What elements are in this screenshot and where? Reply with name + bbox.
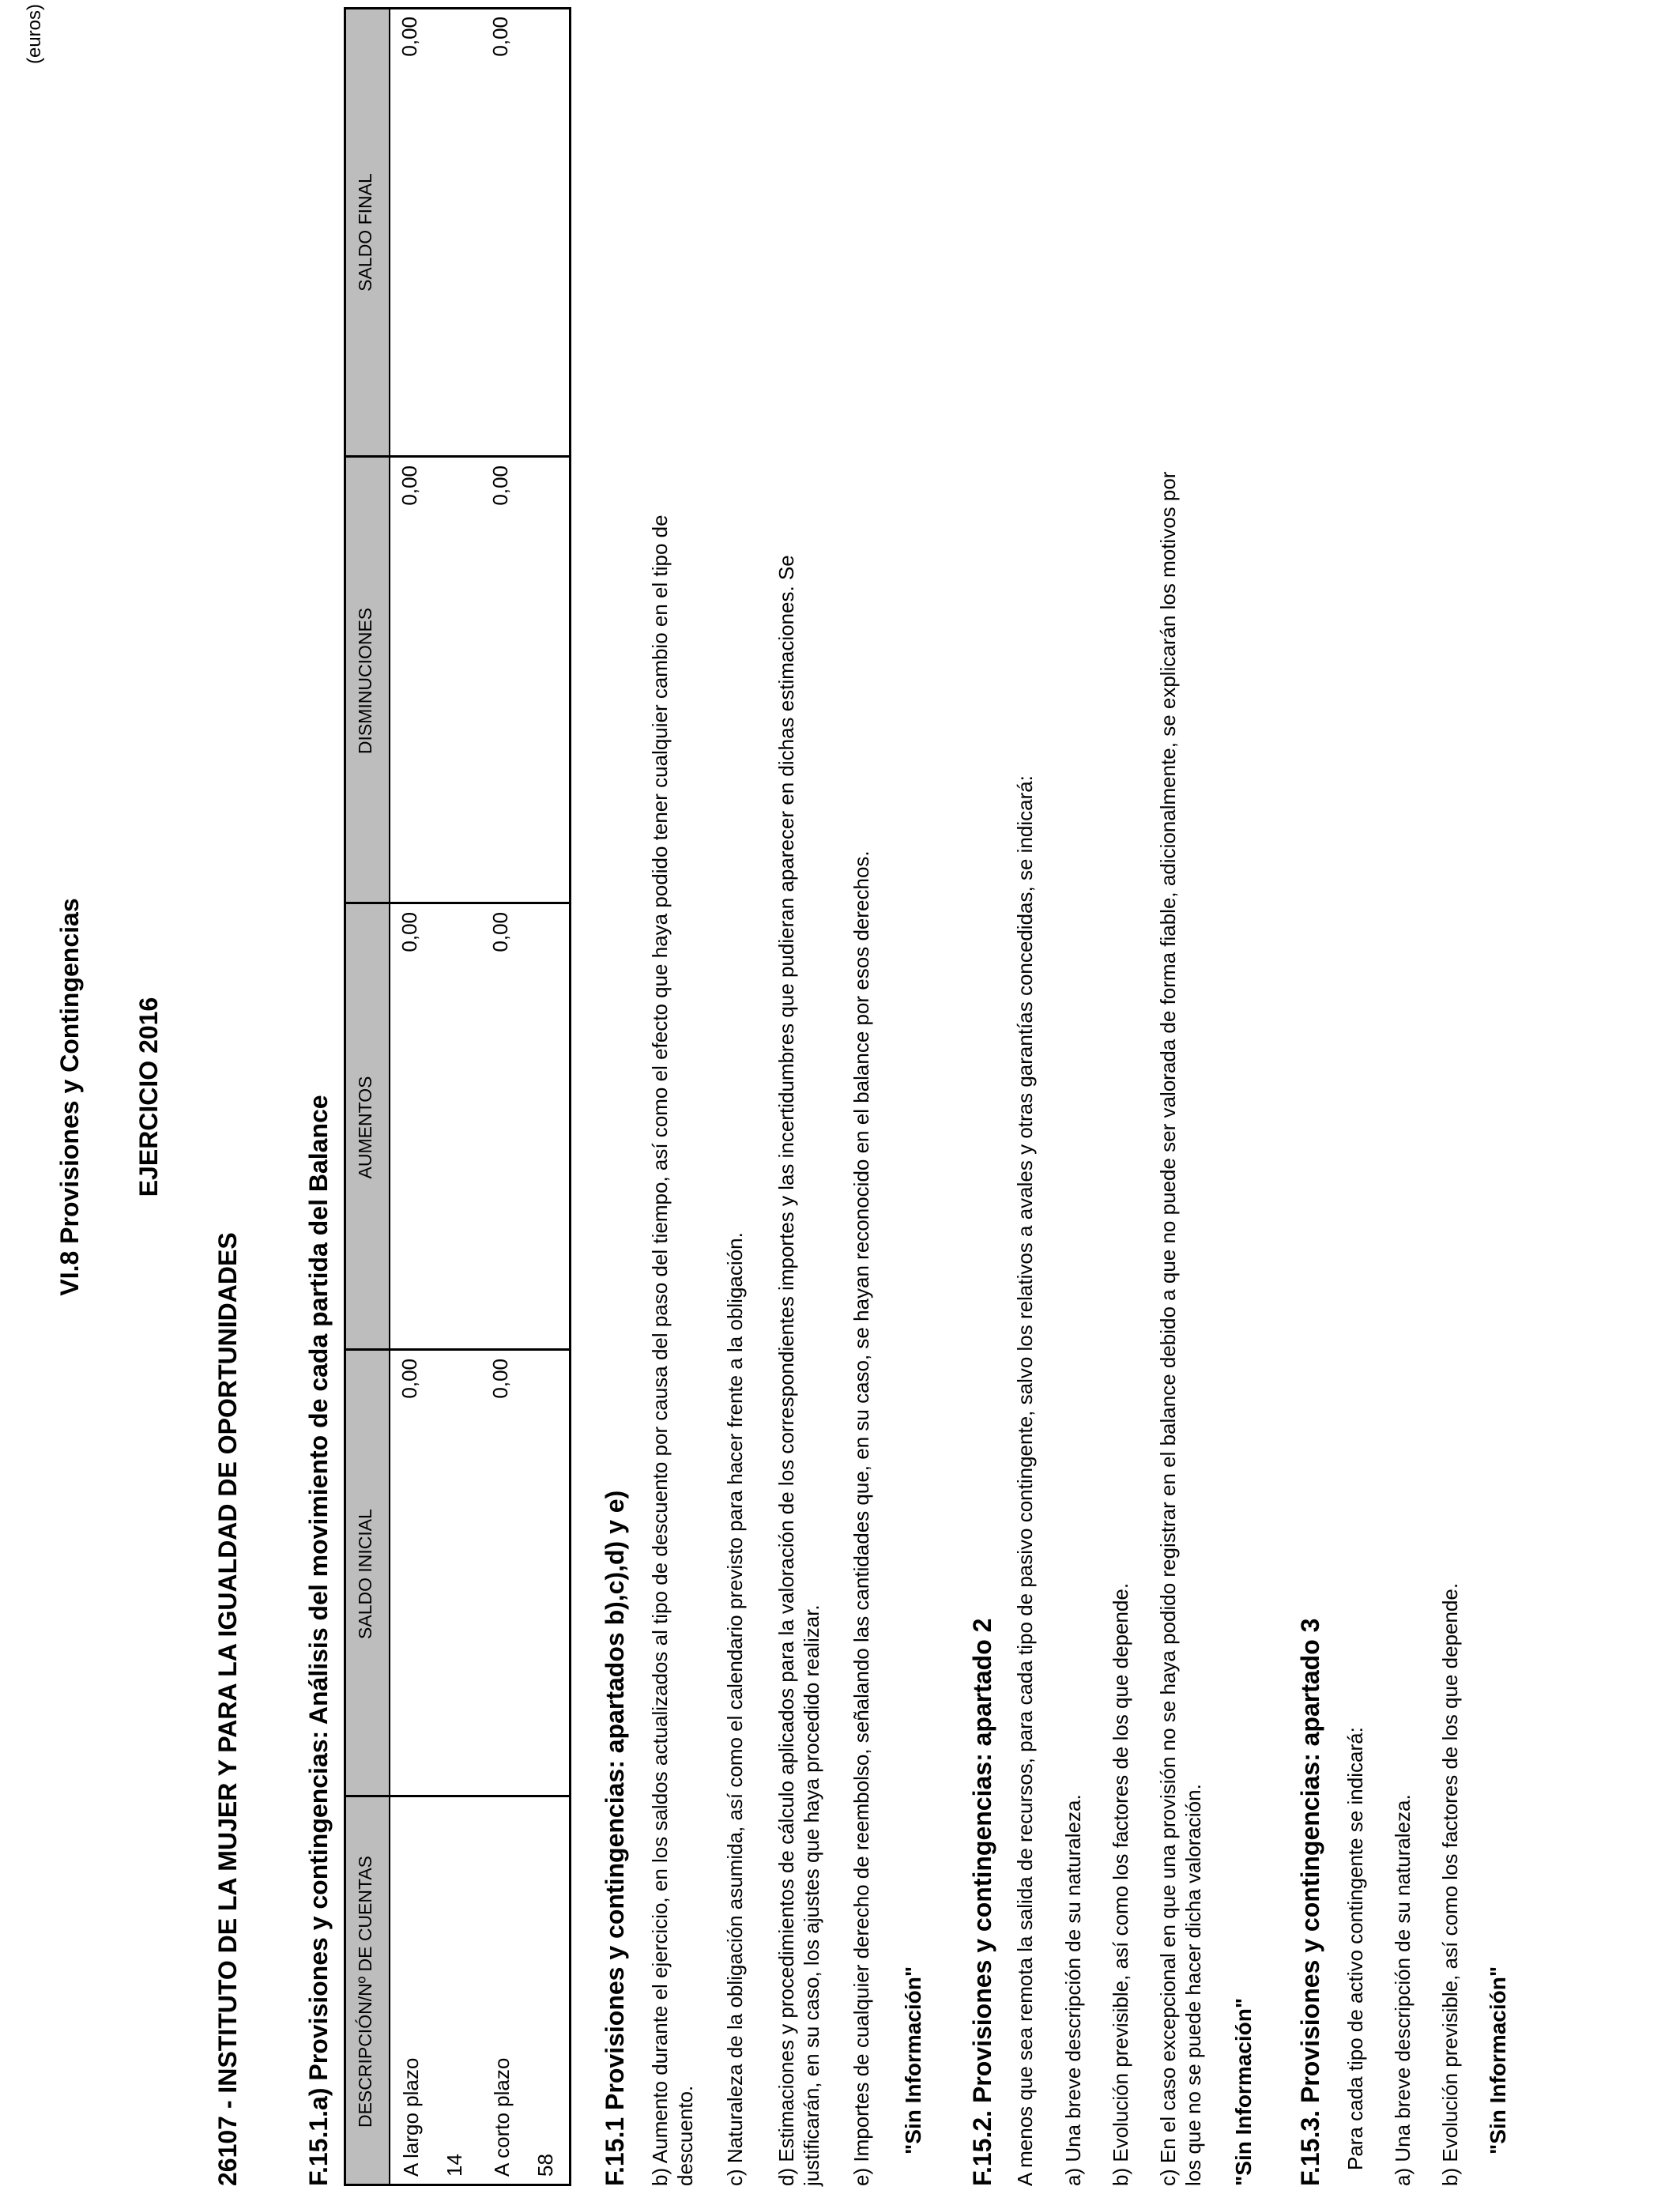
row-account: 14 [443,2154,466,2177]
section-f153-a: a) Una breve descripción de su naturaleza. [1391,1794,1414,2186]
column-header-saldo-final: SALDO FINAL [355,173,375,292]
table-border-right [344,7,571,9]
section-f151-b-line2: descuento. [673,2085,697,2186]
section-f151-c: c) Naturaleza de la obligación asumida, así como el calendario previsto para hacer frente a la obligación. [723,1232,747,2186]
section-f153-no-info: "Sin Información" [1486,1966,1510,2154]
row-saldo-final: 0,00 [397,17,421,57]
column-header-description: DESCRIPCIÓN/Nº DE CUENTAS [355,1855,375,2128]
column-header-saldo-inicial: SALDO INICIAL [355,1509,375,1639]
year-title: EJERCICIO 2016 [134,997,163,1197]
table-column-divider-2 [344,1348,571,1351]
row-description: A largo plazo [399,2057,423,2177]
row-aumentos: 0,00 [488,912,512,952]
section-f153-intro: Para cada tipo de activo contingente se indicará: [1343,1727,1367,2170]
row-aumentos: 0,00 [397,912,421,952]
table-border-top [344,7,346,2186]
row-saldo-inicial: 0,00 [488,1359,512,1399]
row-account: 58 [533,2154,557,2177]
row-saldo-inicial: 0,00 [397,1359,421,1399]
row-disminuciones: 0,00 [488,466,512,506]
table-column-divider-4 [344,455,571,458]
section-f152-b: b) Evolución previsible, así como los factores de los que depende. [1109,1582,1132,2186]
table-column-divider-3 [344,902,571,904]
section-f151-d-line1: d) Estimaciones y procedimientos de cálculo aplicados para la valoración de los correspondientes importes y las incertidumbres que pudieran aparecer en dichas estimaciones. Se [774,555,798,2186]
section-f151-e: e) Importes de cualquier derecho de reembolso, señalando las cantidades que, en su caso, se hayan reconocido en el balance por esos derechos. [849,850,873,2186]
table-border-bottom [569,7,571,2186]
section-f152-c-line1: c) En el caso excepcional en que una provisión no se haya podido registrar en el balance debido a que no puede ser valorada de forma fiable, adicionalmente, se explicarán los motivos por [1156,471,1180,2186]
column-header-disminuciones: DISMINUCIONES [355,607,375,755]
section-f152-a: a) Una breve descripción de su naturaleza. [1061,1794,1085,2186]
row-description: A corto plazo [490,2057,514,2177]
section-f152-heading: F.15.2. Provisiones y contingencias: apartado 2 [968,1618,996,2186]
row-saldo-final: 0,00 [488,17,512,57]
section-f151-heading: F.15.1 Provisiones y contingencias: apartados b),c),d) y e) [601,1490,629,2186]
entity-title: 26107 - INSTITUTO DE LA MUJER Y PARA LA IGUALDAD DE OPORTUNIDADES [213,1232,242,2186]
column-header-aumentos: AUMENTOS [355,1076,375,1179]
table-heading: F.15.1.a) Provisiones y contingencias: Análisis del movimiento de cada partida del Balance [304,1095,333,2186]
table-header-divider [389,7,390,2186]
section-f151-b-line1: b) Aumento durante el ejercicio, en los saldos actualizados al tipo de descuento por causa del paso del tiempo, así como el efecto que haya podido tener cualquier cambio en el tipo de [648,515,672,2186]
section-f152-no-info: "Sin Información" [1231,1997,1256,2186]
table-column-divider-1 [344,1795,571,1797]
table-border-left [344,2184,571,2186]
section-f151-no-info: "Sin Información" [901,1966,925,2154]
section-f153-heading: F.15.3. Provisiones y contingencias: apartado 3 [1296,1618,1324,2186]
section-f152-c-line2: los que no se puede hacer dicha valoración. [1181,1784,1205,2186]
section-f153-b: b) Evolución previsible, así como los factores de los que depende. [1438,1582,1462,2186]
section-f152-intro: A menos que sea remota la salida de recursos, para cada tipo de pasivo contingente, salvo los relativos a avales y otras garantías concedidas, se indicará: [1013,775,1037,2186]
main-title: VI.8 Provisiones y Contingencias [55,898,84,1296]
section-f151-d-line2: justificarán, en su caso, los ajustes que haya procedido realizar. [800,1604,823,2186]
units-label: (euros) [24,3,45,64]
row-disminuciones: 0,00 [397,466,421,506]
